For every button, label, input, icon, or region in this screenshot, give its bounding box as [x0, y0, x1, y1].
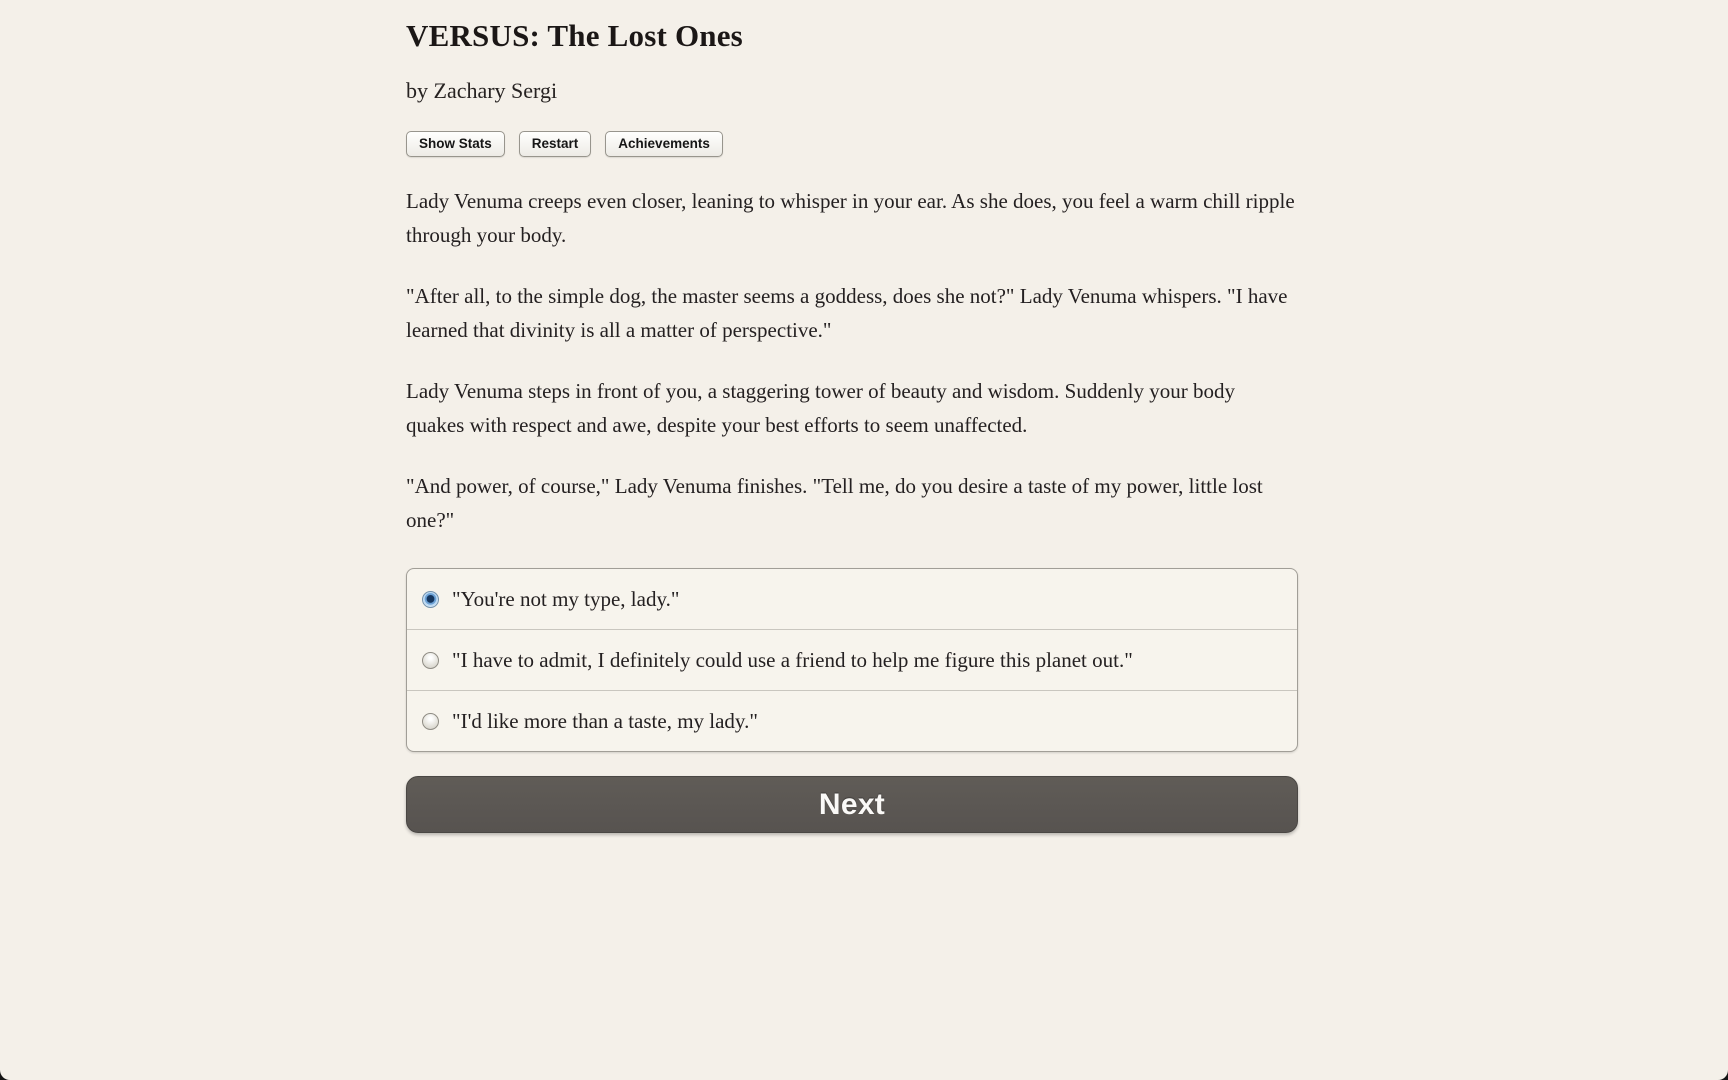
next-button[interactable]: Next — [406, 776, 1298, 833]
show-stats-button[interactable]: Show Stats — [406, 131, 505, 157]
story-paragraph: "After all, to the simple dog, the master seems a goddess, does she not?" Lady Venuma whispers. "I have learned that divinity is all a matter of perspective." — [406, 284, 1288, 342]
author-byline: by Zachary Sergi — [406, 78, 558, 103]
choice-option-2[interactable] — [407, 629, 1297, 690]
story-paragraph: Lady Venuma creeps even closer, leaning to whisper in your ear. As she does, you feel a warm chill ripple through your body. — [406, 189, 1295, 247]
story-paragraph: "And power, of course," Lady Venuma finishes. "Tell me, do you desire a taste of my power, little lost one?" — [406, 474, 1263, 532]
choice-option-1[interactable] — [407, 569, 1297, 629]
restart-button[interactable]: Restart — [519, 131, 592, 157]
choice-list — [406, 568, 1298, 752]
story-paragraph: Lady Venuma steps in front of you, a staggering tower of beauty and wisdom. Suddenly your body quakes with respect and awe, despite your best efforts to seem unaffected. — [406, 379, 1235, 437]
radio-button-selected-icon[interactable] — [422, 591, 439, 608]
choice-option-3[interactable] — [407, 690, 1297, 751]
choice-option-label: "You're not my type, lady." — [452, 587, 680, 611]
toolbar — [406, 131, 1300, 157]
radio-button-icon[interactable] — [422, 652, 439, 669]
story-text — [406, 184, 1296, 537]
game-title: VERSUS: The Lost Ones — [406, 18, 743, 53]
choice-option-label: "I'd like more than a taste, my lady." — [452, 709, 758, 733]
choice-option-label: "I have to admit, I definitely could use a friend to help me figure this planet out." — [452, 648, 1133, 672]
achievements-button[interactable]: Achievements — [605, 131, 723, 157]
radio-button-icon[interactable] — [422, 713, 439, 730]
